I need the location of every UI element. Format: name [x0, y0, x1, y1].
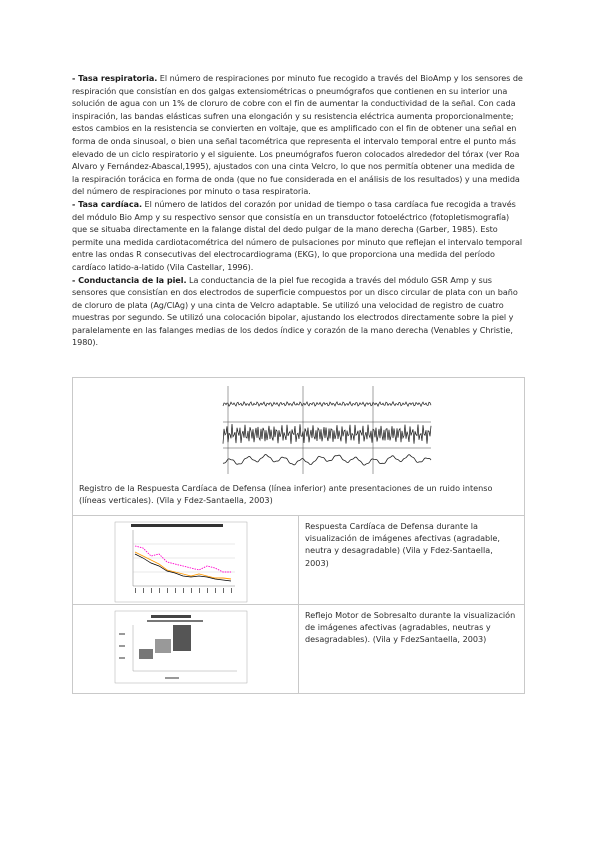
- text-respiratory-rate: El número de respiraciones por minuto fue recogido a través del BioAmp y los sensores de respiración que consistían en dos galgas extensiométricas o pneumógrafos que contienen en su interior una solución de agua con un 1% de cloruro de cobre con el fin de aumentar la conductividad de la señal. Con cada inspiración, las bandas elásticas sufren una elongación y su resistencia eléctrica aumenta proporcionalmente; estos cambios en la resistencia se convierten en voltaje, que es amplificado con el fin de obtener una señal en forma de onda sinusoal, o bien una señal tacométrica que representa el intervalo temporal entre el punto más elevado de un ciclo respiratorio y el siguiente. Los pneumógrafos fueron colocados alrededor del tórax (ver Roa Alvaro y Fernández-Abascal,1995), ajustados con una cinta Velcro, lo que nos permitía obtener una medida de la respiración torácica en forma de onda (que no fue considerada en el análisis de los resultados) y una medida del número de respiraciones por minuto o tasa respiratoria.: [72, 73, 523, 197]
- paragraph-skin-conductance: [72, 274, 524, 350]
- heading-respiratory-rate: - Tasa respiratoria.: [72, 73, 158, 83]
- figure-2-caption: Respuesta Cardíaca de Defensa durante la visualización de imágenes afectivas (agradable, neutra y desagradable) (Vila y Fdez-Santaella, 2003): [305, 521, 500, 568]
- cardiac-defense-chart-image: [73, 516, 299, 604]
- body-text: [72, 72, 524, 349]
- figure-affective-images-heart-response: [73, 516, 298, 604]
- paragraph-respiratory-rate: [72, 72, 524, 198]
- figure-row-2: [73, 516, 525, 605]
- heading-heart-rate: - Tasa cardíaca.: [72, 198, 143, 209]
- figure-cell-2-image: [73, 516, 299, 605]
- figure-cell-3-caption: [299, 605, 525, 694]
- startle-reflex-chart-image: [73, 605, 299, 693]
- figure-cell-3-image: [73, 605, 299, 694]
- figure-cardiac-defense-recording: [73, 378, 524, 478]
- figure-row-1: [73, 378, 525, 516]
- figure-1-caption: Registro de la Respuesta Cardíaca de Defensa (línea inferior) ante presentaciones de un ruido intenso (líneas verticales). (Vila y Fdez-Santaella, 2003): [79, 483, 493, 506]
- figures-table: [72, 377, 525, 694]
- figure-startle-reflex: [73, 605, 298, 693]
- heading-skin-conductance: - Conductancia de la piel.: [72, 274, 187, 285]
- figure-cell-1: [73, 378, 525, 516]
- figure-row-3: [73, 605, 525, 694]
- figure-3-caption: Reflejo Motor de Sobresalto durante la visualización de imágenes afectivas (agradables, neutras y desagradables). (Vila y FdezSantaella, 2003): [305, 610, 516, 645]
- figure-cell-2-caption: [299, 516, 525, 605]
- text-skin-conductance: La conductancia de la piel fue recogida a través del módulo GSR Amp y sus sensores que consistían en dos electrodos de superficie compuestos por un disco circular de plata con un baño de cloruro de plata (Ag/ClAg) y una cinta de Velcro adaptable. Se utilizó una velocidad de registro de cuatro muestras por segundo. Se utilizó una colocación bipolar, ajustando los electrodos directamente sobre la piel y paralelamente en las falanges medias de los dedos índice y corazón de la mano derecha (Venables y Christie, 1980).: [72, 274, 518, 348]
- paragraph-heart-rate: [72, 198, 524, 274]
- text-heart-rate: El número de latidos del corazón por unidad de tiempo o tasa cardíaca fue recogida a través del módulo Bio Amp y su respectivo sensor que consistía en un transductor fotoeléctrico (fotopletismografía) que se situaba directamente en la falange distal del dedo pulgar de la mano derecha (Garber, 1985). Esto permite una medida cardiotacométrica del número de pulsaciones por minuto que reflejan el intervalo temporal entre las ondas R consecutivas del electrocardiograma (EKG), lo que proporciona una medida del período cardíaco latido-a-latido (Vila Castellar, 1996).: [72, 198, 523, 272]
- polygraph-recording-image: [73, 378, 523, 478]
